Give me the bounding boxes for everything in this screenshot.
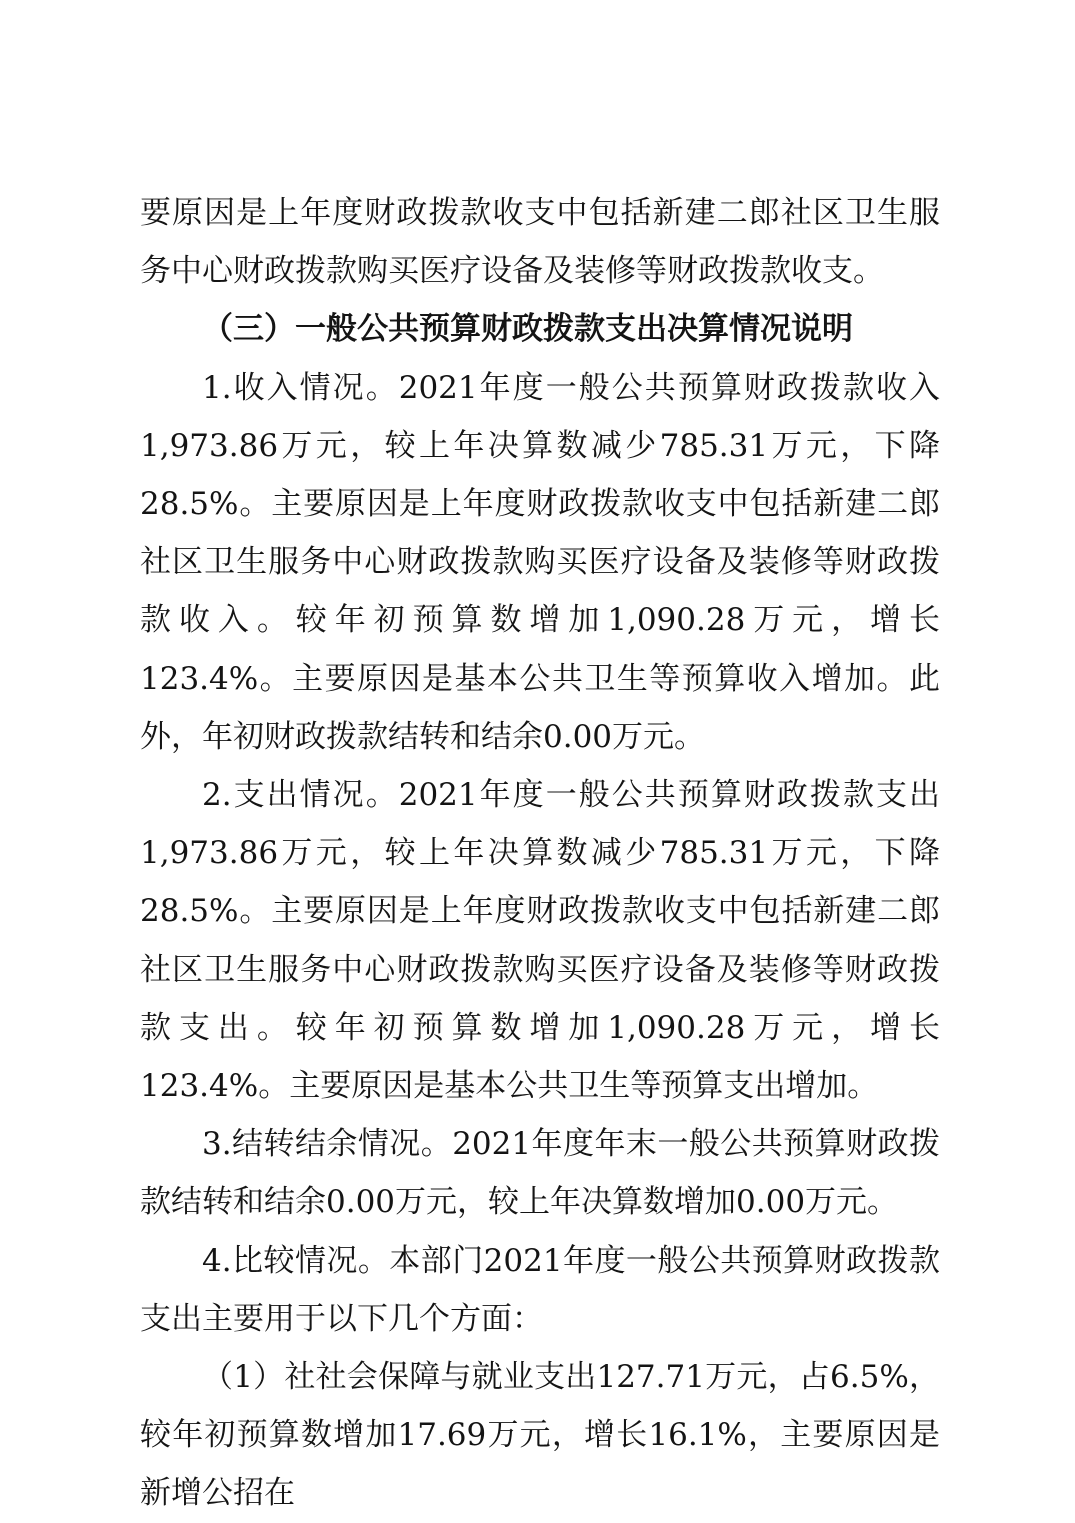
paragraph-comparison: 4.比较情况。本部门2021年度一般公共预算财政拨款支出主要用于以下几个方面： xyxy=(140,1242,940,1337)
section-heading: （三）一般公共预算财政拨款支出决算情况说明 xyxy=(202,311,853,348)
paragraph-item-1: （1）社社会保障与就业支出127.71万元，占6.5%，较年初预算数增加17.69万元，增长16.1%，主要原因是新增公招在 xyxy=(140,1359,940,1512)
paragraph-income: 1.收入情况。2021年度一般公共预算财政拨款收入1,973.86万元，较上年决算数减少785.31万元，下降28.5%。主要原因是上年度财政拨款收支中包括新建二郎社区卫生服务中心财政拨款购买医疗设备及装修等财政拨款收入。较年初预算数增加1,090.28万元，增长123.4%。主要原因是基本公共卫生等预算收入增加。此外，年初财政拨款结转和结余0.00万元。 xyxy=(140,369,940,755)
document-body xyxy=(140,184,940,1523)
paragraph-carryover: 3.结转结余情况。2021年度年末一般公共预算财政拨款结转和结余0.00万元，较上年决算数增加0.00万元。 xyxy=(140,1126,940,1221)
paragraph-expenditure: 2.支出情况。2021年度一般公共预算财政拨款支出1,973.86万元，较上年决算数减少785.31万元，下降28.5%。主要原因是上年度财政拨款收支中包括新建二郎社区卫生服务中心财政拨款购买医疗设备及装修等财政拨款支出。较年初预算数增加1,090.28万元，增长123.4%。主要原因是基本公共卫生等预算支出增加。 xyxy=(140,777,940,1105)
paragraph-continuation: 要原因是上年度财政拨款收支中包括新建二郎社区卫生服务中心财政拨款购买医疗设备及装修等财政拨款收支。 xyxy=(140,195,940,290)
